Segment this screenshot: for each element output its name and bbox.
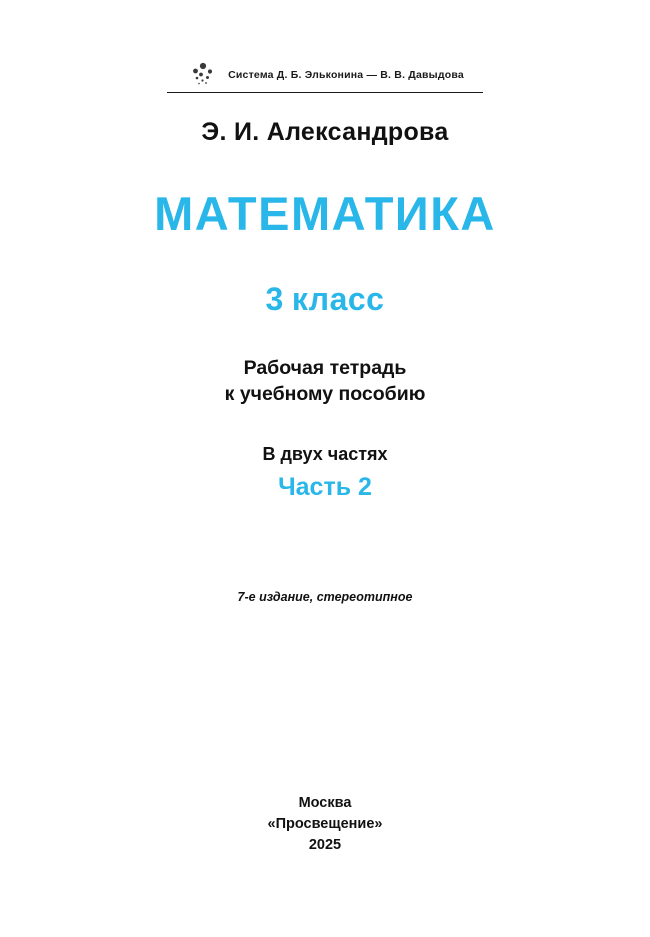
- imprint-year: 2025: [308, 837, 342, 854]
- subtitle-block: [0, 355, 650, 408]
- edition-note: 7-е издание, стереотипное: [237, 590, 413, 604]
- part-number-label: Часть 2: [278, 473, 372, 501]
- page-title: МАТЕМАТИКА: [154, 187, 496, 240]
- series-line: [0, 58, 650, 92]
- grade-line: [0, 281, 650, 318]
- parts-total-label: В двух частях: [262, 444, 388, 464]
- imprint-city: Москва: [298, 795, 352, 811]
- series-divider: [167, 92, 483, 93]
- subtitle-line-1: Рабочая тетрадь: [243, 357, 407, 379]
- grade-word: класс: [291, 281, 385, 317]
- author-name: Э. И. Александрова: [201, 118, 449, 146]
- subtitle-line-2: к учебному пособию: [224, 383, 426, 406]
- imprint-publisher: «Просвещение»: [267, 816, 383, 833]
- imprint-block: [0, 793, 650, 856]
- series-label: Система Д. Б. Эльконина — В. В. Давыдова: [228, 69, 464, 81]
- grade-number: 3: [265, 281, 284, 317]
- dots-cluster-logo-icon: [186, 58, 220, 92]
